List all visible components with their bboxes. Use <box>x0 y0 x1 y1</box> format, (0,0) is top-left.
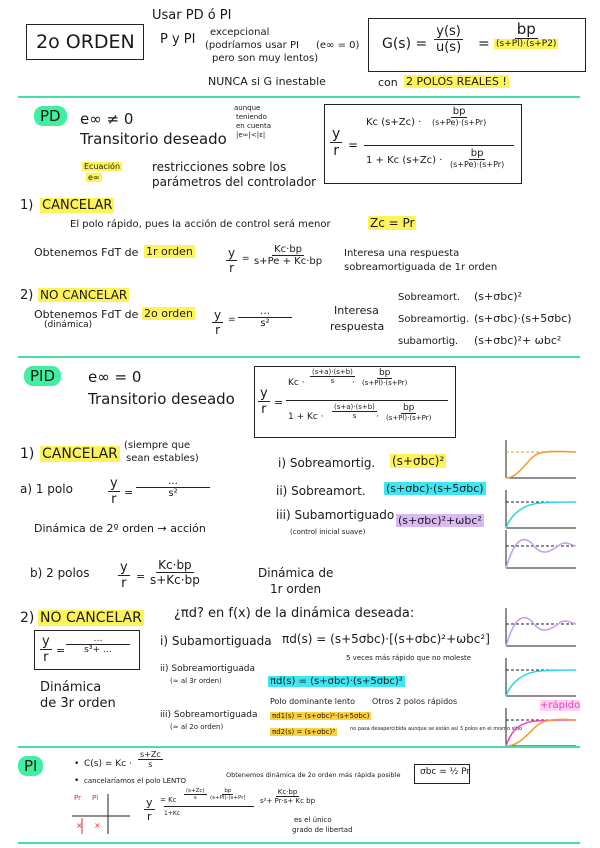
pd-sobreg-eq: (s+σbc)·(s+5σbc) <box>474 312 572 325</box>
pi-tf-res-num: Kc·bp <box>277 788 298 796</box>
pid-a-eq: = <box>124 486 134 499</box>
pid-nc-iii-note: no pasa desapercibida aunque se están así 3 polos en el mismo sitio <box>350 726 523 732</box>
einf-zero-small: (e∞ = 0) <box>316 40 360 51</box>
pd-tf-num: Kc (s+Zc) · <box>366 117 422 128</box>
pid-tf-s: s <box>330 377 335 385</box>
pid-b: b) 2 polos <box>30 566 90 580</box>
pid-iii: iii) Subamortiguado <box>276 508 395 522</box>
pi-tf-n2 <box>208 788 248 801</box>
plot-sobreamortig <box>500 436 578 482</box>
pid-dinamica: Dinámica de 2º orden → acción <box>34 522 206 535</box>
pid-nc-r: r <box>43 650 49 665</box>
pid-nc-eq: = <box>56 644 66 657</box>
pid-tf-num-frac2 <box>360 368 409 387</box>
pid-nc-ii-eq: πd(s) = (s+σbc)·(s+5σbc)² <box>270 676 403 687</box>
pid-tf-bp: bp <box>378 368 391 378</box>
pd-tf-yr <box>330 126 342 159</box>
pd-tf-den2: (s+Pe)·(s+Pr) <box>450 160 505 169</box>
podriamos-text: (podríamos usar PI <box>205 40 299 51</box>
pid-b-yr <box>118 560 130 591</box>
g-frac-1 <box>434 24 463 55</box>
pd-tf-r: r <box>333 143 340 159</box>
pd-c2-num: 2) <box>20 288 34 303</box>
pd-obt1-num: Kc·bp <box>274 244 303 255</box>
pi-cs: C(s) = Kc · <box>84 759 132 769</box>
pi-tf-den: 1+Kc <box>164 810 181 817</box>
pd-obt1-den: s+Pe + Kc·bp <box>254 256 323 267</box>
pd-obt2-y: y <box>214 308 222 322</box>
pd-ecuacion-1: Ecuación <box>84 162 121 171</box>
pi-tf-n1 <box>184 788 207 801</box>
pd-tf-bp2: bp <box>470 148 484 159</box>
g-num: y(s) <box>436 24 461 39</box>
pd-c1-text: El polo rápido, pues la acción de control será menor <box>70 219 331 230</box>
pd-obt2-eq: = <box>228 315 236 325</box>
pid-i-eq: (s+σbc)² <box>392 454 445 468</box>
pid-b-frac <box>148 558 202 587</box>
pid-cancelar: CANCELAR <box>42 446 118 462</box>
pd-aunque-2: teniendo <box>236 113 267 121</box>
g-den2: (s+Pl)·(s+P2) <box>496 39 557 49</box>
pd-tag: PD <box>34 106 67 126</box>
pid-b-r: r <box>121 576 127 591</box>
pd-obt2-den: s² <box>260 318 270 329</box>
pi-pr: Pr <box>74 794 81 802</box>
pd-obt2: Obtenemos FdT de <box>34 308 139 321</box>
pid-dominante: Polo dominante lento <box>270 697 355 706</box>
pi-sigma: σbc = ½ Pr <box>420 767 471 777</box>
pid-transitorio: Transitorio deseado <box>88 390 235 408</box>
pd-restr-1: restricciones sobre los <box>152 160 287 174</box>
g-den: u(s) <box>436 40 462 55</box>
pid-tf-den1: (s+Pl)·(s+Pr) <box>362 379 408 387</box>
pid-tf-mainbar <box>286 400 448 401</box>
divider-3 <box>18 746 580 748</box>
pd-obt1-yr <box>226 246 237 275</box>
pd-einf: e∞ ≠ 0 <box>80 110 134 128</box>
pi-obt: Obtenemos dinámica de 2o orden más rápida posible <box>226 771 401 779</box>
pd-cancelar: CANCELAR <box>42 198 113 213</box>
pid-ii: ii) Sobreamort. <box>276 484 366 498</box>
pid-nc-i: i) Subamortiguada <box>160 634 272 648</box>
svg-text:×: × <box>76 821 83 830</box>
pi-tf-bar <box>164 806 254 807</box>
pd-obt1-eq: = <box>242 254 250 264</box>
pid-nc-ii-2: (≃ al 3r orden) <box>170 677 222 685</box>
pid-siempre-2: sean estables) <box>126 453 199 464</box>
pid-tf-den-frac2 <box>384 403 433 422</box>
pi-bullet-2: • <box>74 776 80 786</box>
pid-tf-num: Kc · <box>288 378 305 388</box>
divider-1 <box>18 96 580 98</box>
p-y-pi: P y PI <box>160 32 196 47</box>
pid-iii-note: (control inicial suave) <box>290 528 366 536</box>
pi-tf-r: r <box>146 810 152 823</box>
pd-dinamica: (dinámica) <box>44 320 93 330</box>
pi-tag: PI <box>18 756 43 776</box>
pd-tf-den-frac <box>448 148 506 169</box>
pd-tf-mainbar <box>364 145 514 146</box>
plot-nc-subamort <box>500 604 578 650</box>
pd-obt2-num: … <box>238 306 292 318</box>
pid-nc-i-note: 5 veces más rápido que no moleste <box>346 654 472 662</box>
muy-lentos-text: pero son muy lentos) <box>212 53 319 64</box>
pd-tf-den1: (s+Pe)·(s+Pr) <box>432 118 487 127</box>
pid-a-frac <box>136 476 210 499</box>
pi-cs-frac <box>138 750 163 769</box>
pid-din3-2: de 3r orden <box>40 696 116 711</box>
pid-nc-num: … <box>66 634 130 645</box>
pid-a-y: y <box>110 476 118 491</box>
pd-transitorio: Transitorio deseado <box>80 130 227 148</box>
pid-tf-dot1: · <box>352 378 355 388</box>
pid-tf-y: y <box>260 386 268 401</box>
pd-suba-eq: (s+σbc)²+ ωbc² <box>474 334 562 347</box>
plot-nc-sobreamort <box>500 654 578 700</box>
pd-zc-pr: Zc = Pr <box>370 216 415 230</box>
pd-int2: sobreamortiguada de 1r orden <box>344 262 498 273</box>
pd-interesa: Interesa <box>334 304 379 317</box>
plot-nc-compare <box>500 704 578 750</box>
pid-tf-dot2: · <box>376 412 379 422</box>
pid-ii-eq: (s+σbc)·(s+5σbc) <box>386 482 484 495</box>
pi-unico-2: grado de libertad <box>292 826 353 834</box>
pid-tf-box <box>254 366 456 438</box>
pid-i: i) Sobreamortig. <box>278 456 376 470</box>
pd-c1-num: 1) <box>20 198 34 213</box>
pid-a-num: … <box>136 476 210 488</box>
pid-b-din-1: Dinámica de <box>258 566 334 580</box>
pid-tf-den2: (s+Pl)·(s+Pr) <box>386 414 432 422</box>
pd-tf-y: y <box>332 126 341 142</box>
pd-respuesta: respuesta <box>330 320 385 333</box>
pid-nc-yr <box>40 634 52 665</box>
pi-cancel: cancelaríamos el polo LENTO <box>84 777 187 785</box>
pid-c1-num: 1) <box>20 446 35 462</box>
pid-nc-iii-2: (≃ al 2o orden) <box>170 723 224 731</box>
pd-aunque-3: en cuenta <box>236 122 272 130</box>
pid-nc-i-eq-text: πd(s) = (s+5σbc)·[(s+σbc)²+ωbc²] <box>282 632 490 646</box>
pi-tf-y: y <box>146 796 153 809</box>
svg-text:×: × <box>94 821 101 830</box>
g-lhs: G(s) = <box>382 36 428 52</box>
pid-din3-1: Dinámica <box>40 680 102 695</box>
pd-tf-bp: bp <box>452 106 466 117</box>
pd-sobre-eq: (s+σbc)² <box>474 290 522 303</box>
pi-tf-n2-bot: (s+Pl)·(s+Pr) <box>210 795 246 801</box>
pid-rapido: +rápido <box>540 700 581 711</box>
pid-tf-top: (s+a)·(s+b) <box>312 368 353 376</box>
section-title-2o-orden: 2o ORDEN <box>36 31 135 53</box>
pd-tf-num-frac <box>430 106 488 127</box>
pid-nc-iii-1: iii) Sobreamortiguada <box>160 710 258 720</box>
pi-bullet-1: • <box>74 759 80 769</box>
g-frac-2 <box>494 20 558 49</box>
pi-tf-n1-bot: s <box>193 795 197 801</box>
pid-b-den: s+Kc·bp <box>150 573 200 587</box>
pi-cs-num: s+Zc <box>140 750 161 759</box>
pid-tf-r: r <box>261 402 267 417</box>
pid-tag: PID <box>24 366 61 386</box>
pi-tf-res <box>258 788 317 805</box>
pid-nc-ii-1: ii) Sobreamortiguada <box>160 664 256 674</box>
pi-unico-1: es el único <box>294 816 332 824</box>
pd-tf-eq: = <box>348 138 359 152</box>
pi-cs-den: s <box>148 760 153 769</box>
pid-tf-den-frac1 <box>332 403 377 420</box>
pid-b-num: Kc·bp <box>158 558 192 572</box>
con-text: con <box>378 76 398 89</box>
pid-tf-den: 1 + Kc · <box>288 412 324 422</box>
pid-pregunta: ¿πd? en f(x) de la dinámica deseada: <box>174 606 415 621</box>
g-eq: = <box>478 36 490 52</box>
pid-tf-yr <box>258 386 270 417</box>
pd-orden2: 2o orden <box>144 307 194 320</box>
pid-nc-frac <box>66 634 130 655</box>
pid-a-den: s² <box>168 488 178 499</box>
pid-tf-s2: s <box>352 412 357 420</box>
divider-4 <box>18 842 580 844</box>
pd-aunque-1: aunque <box>234 104 261 112</box>
pi-tf-yr <box>144 796 155 823</box>
pid-einf: e∞ = 0 <box>88 368 142 386</box>
pid-nc-i-eq <box>282 632 490 646</box>
pid-tf-num-frac1 <box>310 368 355 385</box>
pd-obt1: Obtenemos FdT de <box>34 246 139 259</box>
pid-b-din-2: 1r orden <box>270 582 322 596</box>
pd-obt1-y: y <box>228 246 236 260</box>
pid-a-r: r <box>111 492 117 507</box>
pid-siempre-1: (siempre que <box>124 440 191 451</box>
pid-c2-num: 2) <box>20 610 35 626</box>
pi-tf-n1-top: (s+Zc) <box>186 788 205 794</box>
pid-tf-top2: (s+a)·(s+b) <box>334 403 375 411</box>
pd-restr-2: parámetros del controlador <box>152 175 317 189</box>
pid-nc-iii-eq2: πd2(s) = (s+σbc)³ <box>272 728 336 736</box>
pid-tf-eq: = <box>274 396 284 409</box>
pd-obt2-frac <box>238 306 292 329</box>
pd-sobre: Sobreamort. <box>398 292 461 303</box>
pid-b-eq: = <box>136 570 146 583</box>
pid-otros: Otros 2 polos rápidos <box>372 697 458 706</box>
pi-pl: Pl <box>92 794 99 802</box>
pid-nocancelar: NO CANCELAR <box>40 610 142 626</box>
pd-obt1-frac <box>252 244 324 267</box>
pid-nc-y: y <box>42 634 50 649</box>
usar-pd-pi: Usar PD ó PI <box>152 8 232 23</box>
pi-tf-n2-top: bp <box>224 788 232 794</box>
plot-subamort <box>500 526 578 572</box>
pd-tf-den: 1 + Kc (s+Zc) · <box>366 155 443 166</box>
polos-reales: 2 POLOS REALES ! <box>406 75 507 88</box>
pd-obt2-r: r <box>215 323 221 337</box>
pd-obt2-yr <box>212 308 223 337</box>
pid-nc-iii-eq1: πd1(s) = (s+σbc)²·(s+5σbc) <box>272 712 370 720</box>
pd-sobreg: Sobreamortig. <box>398 314 470 325</box>
pid-b-y: y <box>120 560 128 575</box>
divider-2 <box>18 356 580 358</box>
pd-obt1-r: r <box>229 261 235 275</box>
pd-nocancelar: NO CANCELAR <box>40 288 128 302</box>
excepcional-text: excepcional <box>210 27 270 38</box>
pid-tf-bp2: bp <box>402 403 415 413</box>
pi-tf-res-den: s²+ Pr·s+ Kc bp <box>260 797 316 805</box>
pid-a-yr <box>108 476 120 507</box>
pid-nc-den: s³+ … <box>84 645 112 655</box>
pd-suba: subamortig. <box>398 336 459 347</box>
pi-tf-eq: = Kc <box>160 796 177 804</box>
pd-ecuacion-2: e∞ <box>88 173 100 182</box>
g-num2: bp <box>516 20 536 38</box>
nunca-inestable: NUNCA si G inestable <box>208 75 326 88</box>
pd-orden1: 1r orden <box>146 245 193 258</box>
pid-iii-eq: (s+σbc)²+ωbc² <box>398 514 482 527</box>
pd-aunque-4: |e∞|<|ε| <box>236 131 266 139</box>
pd-int1: Interesa una respuesta <box>344 248 460 259</box>
pid-a: a) 1 polo <box>20 482 73 496</box>
